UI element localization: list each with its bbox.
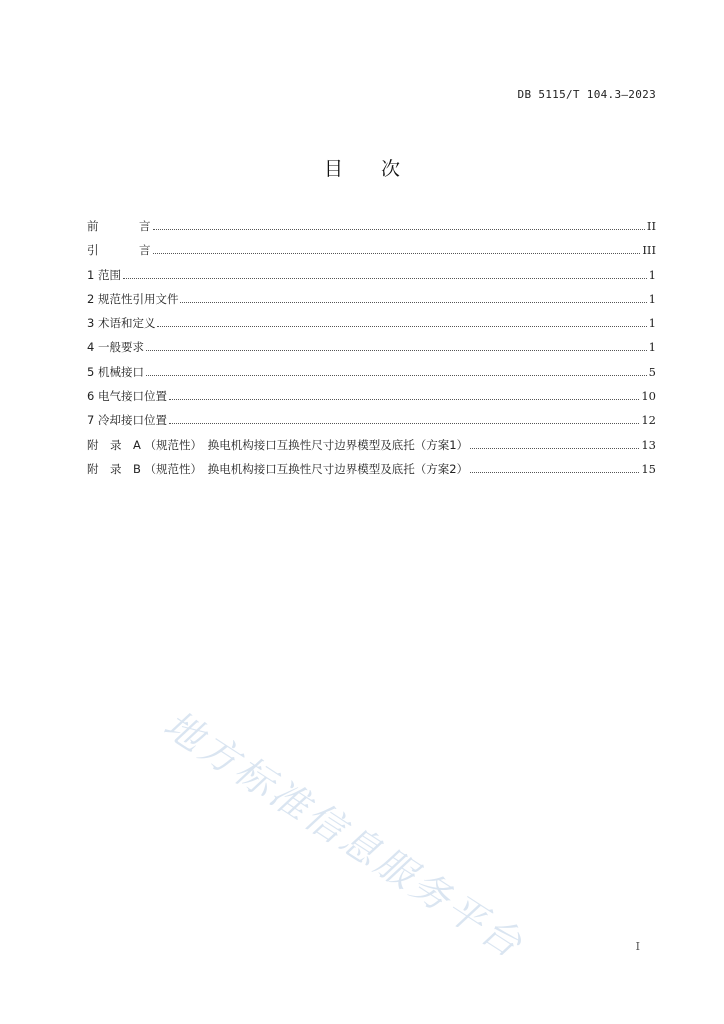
- toc-page-number: II: [646, 219, 656, 233]
- toc-label: 4 一般要求: [87, 340, 144, 355]
- toc-leader-dots: [123, 278, 647, 279]
- toc-label: 附 录 A （规范性） 换电机构接口互换性尺寸边界模型及底托（方案1）: [87, 437, 469, 452]
- toc-entry-general-requirements[interactable]: [87, 339, 656, 363]
- toc-label: 附 录 B （规范性） 换电机构接口互换性尺寸边界模型及底托（方案2）: [87, 461, 469, 476]
- toc-page-number: 12: [641, 413, 656, 428]
- toc-leader-dots: [169, 399, 639, 400]
- toc-label: 引 言: [87, 243, 151, 258]
- toc-page-number: III: [642, 243, 656, 258]
- toc-entry-terms[interactable]: [87, 315, 656, 339]
- toc-leader-dots: [157, 326, 646, 327]
- toc-page-number: 13: [641, 437, 656, 452]
- toc-entry-appendix-a[interactable]: [87, 437, 656, 461]
- toc-leader-dots: [470, 448, 639, 449]
- document-code: DB 5115/T 104.3—2023: [517, 88, 656, 101]
- toc-entry-cooling-interface[interactable]: [87, 412, 656, 436]
- toc-leader-dots: [470, 472, 639, 473]
- toc-entry-introduction[interactable]: [87, 242, 656, 266]
- toc-entry-appendix-b[interactable]: [87, 461, 656, 485]
- toc-label: 3 术语和定义: [87, 316, 156, 331]
- toc-label: 7 冷却接口位置: [87, 413, 167, 428]
- toc-entry-mechanical-interface[interactable]: [87, 364, 656, 388]
- toc-entry-normative-references[interactable]: [87, 291, 656, 315]
- toc-page-number: 1: [648, 340, 656, 355]
- toc-leader-dots: [146, 350, 647, 351]
- toc-label: 1 范围: [87, 267, 121, 282]
- toc-page-number: 1: [648, 291, 656, 306]
- page-number: I: [635, 940, 640, 953]
- toc-label: 5 机械接口: [87, 364, 144, 379]
- toc-entry-scope[interactable]: [87, 267, 656, 291]
- toc-page-number: 1: [648, 316, 656, 331]
- toc-leader-dots: [180, 302, 646, 303]
- toc-leader-dots: [146, 375, 647, 376]
- toc-label: 6 电气接口位置: [87, 389, 167, 404]
- page-title: [0, 154, 724, 181]
- toc-leader-dots: [153, 229, 645, 230]
- title-part-1: 目: [323, 158, 343, 180]
- toc-label: 2 规范性引用文件: [87, 291, 179, 306]
- toc-page-number: 1: [648, 267, 656, 282]
- toc-page-number: 10: [641, 389, 656, 404]
- toc-label: 前 言: [87, 219, 151, 233]
- toc-leader-dots: [169, 423, 639, 424]
- toc-entry-foreword[interactable]: [87, 218, 656, 242]
- toc-leader-dots: [153, 253, 641, 254]
- toc-page-number: 15: [641, 461, 656, 476]
- toc-page-number: 5: [648, 364, 656, 379]
- table-of-contents: [87, 218, 656, 485]
- watermark: 地方标准信息服务平台: [156, 701, 533, 968]
- toc-entry-electrical-interface[interactable]: [87, 388, 656, 412]
- title-part-2: 次: [381, 158, 401, 180]
